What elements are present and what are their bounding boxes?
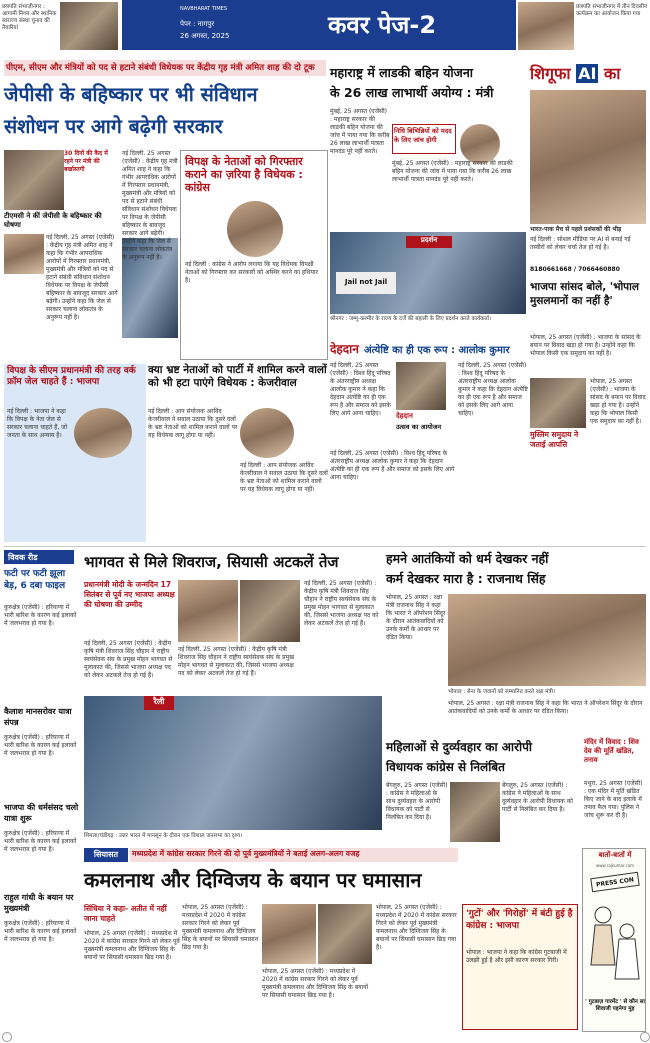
dehdan-photo <box>396 362 446 410</box>
rally-label: रैली <box>144 696 174 710</box>
shivraj-photo <box>240 580 300 642</box>
page-label: कवर पेज-2 <box>327 11 437 39</box>
temple-body: मथुरा, 25 अगस्त (एजेंसी) : एक मंदिर में मूर्ति खंडित किए जाने के बाद इलाके में तनाव फैल गया। पुलिस ने जांच शुरू कर दी है। <box>584 780 643 819</box>
lead-body-2: नई दिल्ली, 25 अगस्त (एजेंसी) : केंद्रीय गृह मंत्री अमित शाह ने कहा कि गंभीर आपराधिक आरोपों में गिरफ्तार प्रधानमंत्री, मुख्यमंत्री और मंत्रियों को पद से हटाने संबंधी संविधान संशोधन विधेयक पर विपक्ष के जेपीसी बहिष्कार के बावजूद सरकार आगे बढ़ेगी। उन्होंने कहा कि जेल से सरकार चलाना लोकतंत्र के अनुरूप नहीं है। <box>122 150 178 261</box>
bhagwat-body: नई दिल्ली, 25 अगस्त (एजेंसी) : केंद्रीय कृषि मंत्री शिवराज सिंह चौहान ने राष्ट्रीय स्वयंसेवक संघ के प्रमुख मोहन भागवत से मुलाकात की, जिससे भाजपा अध्यक्ष पद को लेकर अटकलें तेज हो गई हैं। <box>84 640 173 679</box>
rajnath-body: भोपाल, 25 अगस्त : रक्षा मंत्री राजनाथ सिंह ने कहा कि भारत ने ऑपरेशन सिंदूर के दौरान आतंकवादियों को उनके कर्मों के आधार पर दंडित किया। <box>386 594 446 641</box>
bhagwat-body-2: नई दिल्ली, 25 अगस्त (एजेंसी) : केंद्रीय कृषि मंत्री शिवराज सिंह चौहान ने राष्ट्रीय स्वयंसेवक संघ के प्रमुख मोहन भागवत से मुलाकात की, जिससे भाजपा अध्यक्ष पद को लेकर अटकलें तेज हो गई हैं। <box>178 646 295 677</box>
bjp-body: नई दिल्ली : भाजपा ने कहा कि विपक्ष के नेता जेल से सरकार चलाना चाहते हैं, जो जनता के साथ अन्याय है। <box>7 408 68 439</box>
cartoon-caption: ' गुटबाज़ गारमेंट ' से कौन सा शिवाजी पहनेगा मुंह <box>585 999 645 1012</box>
lead-headline-2: संशोधन पर आगे बढ़ेगी सरकार <box>4 115 223 138</box>
paper-name: NAVBHARAT TIMES <box>180 6 227 12</box>
bhagwat-photo <box>178 580 238 642</box>
vivek-label: विवक रीड <box>4 550 74 564</box>
cartoon-by: www.rajkumar.com <box>595 863 635 868</box>
kejriwal-photo <box>240 408 294 458</box>
ladki-headline-2: के 26 लाख लाभार्थी अयोग्य : मंत्री <box>330 85 494 100</box>
kejriwal-body-2: नई दिल्ली : आप संयोजक अरविंद केजरीवाल ने सवाल उठाया कि दूसरे दलों के भ्रष्ट नेताओं को शामिल कराने वालों पर यह विधेयक लागू होगा या नहीं। <box>240 462 328 493</box>
masthead <box>0 0 650 56</box>
rajnath-headline-1: हमने आतंकियों को धर्म देखकर नहीं <box>386 551 549 566</box>
city-date: पेपर : नागपुर <box>180 20 215 28</box>
ladki-protest-photo <box>330 232 526 314</box>
opposition-box <box>180 150 328 360</box>
bjp-headline: विपक्ष के सीएम प्रधानमंत्री की तरह वर्क फ्रॉम जेल चाहते हैं : भाजपा <box>7 366 136 387</box>
vivek-headline: फटी पर फटी झूला बेड़, 6 दबा फाइल <box>4 569 66 591</box>
opposition-body: नई दिल्ली : कांग्रेस ने आरोप लगाया कि यह विधेयक विपक्षी नेताओं को गिरफ्तार कर सरकारों को अस्थिर करने का हथियार है। <box>185 261 318 284</box>
kamalnath-sub: सिंधिया ने कहा- अतीत में नहीं जाना चाहते <box>84 904 167 923</box>
vivek-body-4: कुरुक्षेत्र (एजेंसी) : हरियाणा में भारी बारिश के कारण कई इलाकों में जलभराव हो गया है। <box>4 920 77 943</box>
vivek-body-2: कुरुक्षेत्र (एजेंसी) : हरियाणा में भारी बारिश के कारण कई इलाकों में जलभराव हो गया है। <box>4 734 77 757</box>
cartoon-title: बातों-बातों में <box>598 851 632 859</box>
lead-headline-1: जेपीसी के बहिष्कार पर भी संविधान <box>4 83 258 106</box>
bjp-box <box>4 364 146 542</box>
vivek-body: कुरुक्षेत्र (एजेंसी) : हरियाणा में भारी बारिश के कारण कई इलाकों में जलभराव हो गया है। <box>4 604 77 627</box>
kejriwal-body: नई दिल्ली : आप संयोजक अरविंद केजरीवाल ने सवाल उठाया कि दूसरे दलों के भ्रष्ट नेताओं को शामिल कराने वालों पर यह विधेयक लागू होगा या नहीं। <box>148 408 238 439</box>
bhagwat-body-3: नई दिल्ली, 25 अगस्त (एजेंसी) : केंद्रीय कृषि मंत्री शिवराज सिंह चौहान ने राष्ट्रीय स्वयंसेवक संघ के प्रमुख मोहन भागवत से मुलाकात की, जिससे भाजपा अध्यक्ष पद को लेकर अटकलें तेज हो गई हैं। <box>304 580 379 627</box>
section-divider <box>4 546 646 547</box>
ladki-photo-caption: श्रीनगर : जम्मू-कश्मीर के राज्य के दर्जे की बहाली के लिए प्रदर्शन करते कार्यकर्ता। <box>330 316 492 322</box>
lead-photo-caption: 30 दिनों की कैद में रहने पर मंत्री की बर्खास्तगी <box>64 150 108 173</box>
bhopal-sub: मुस्लिम समुदाय ने जताई आपत्ति <box>530 430 579 449</box>
rajnath-body-2: भोपाल, 25 अगस्त : रक्षा मंत्री राजनाथ सिंह ने कहा कि भारत ने ऑपरेशन सिंदूर के दौरान आतंकवादियों को उनके कर्मों के आधार पर दंडित किया। <box>448 700 643 715</box>
vivek-body-3: कुरुक्षेत्र (एजेंसी) : हरियाणा में भारी बारिश के कारण कई इलाकों में जलभराव हो गया है। <box>4 830 77 853</box>
masthead-left-snippet: छत्रपति संभाजीनगर : आगामी निगम और स्थानिक स्वराज्य संस्था चुनाव की तैयारियां <box>2 4 57 31</box>
strip-headline: पीएम, सीएम और मंत्रियों को पद से हटाने संबंधी विधेयक पर केंद्रीय गृह मंत्री अमित शाह की दो टूक <box>4 60 326 76</box>
ladki-quote: निधि बिभिन्नियों को मदद के लिए जांच होगी <box>392 124 456 154</box>
vivek-sub-1: कैलाश मानसरोवर यात्रा संपन्न <box>4 707 72 727</box>
protest-banner: प्रदर्शन <box>406 236 452 248</box>
suspend-headline-2: विधायक कांग्रेस से निलंबित <box>386 760 505 774</box>
bhagwat-headline: भागवत से मिले शिवराज, सियासी अटकलें तेज <box>84 553 339 571</box>
siyasat-label: सियासत <box>84 848 128 862</box>
bjp-congress-headline: 'गुटों' और 'गिरोहों' में बंटी हुई है कांग्रेस : भाजपा <box>466 909 573 931</box>
masthead-right-photo <box>518 2 574 50</box>
bhopal-body: भोपाल, 25 अगस्त (एजेंसी) : भाजपा के सांसद के बयान पर विवाद खड़ा हो गया है। उन्होंने कहा कि भोपाल किसी एक समुदाय का नहीं है। <box>530 334 641 357</box>
bhagwat-sub: प्रधानमंत्री मोदी के जन्मदिन 17 सितंबर से पूर्व नए भाजपा अध्यक्ष की घोषणा की उम्मीद <box>84 580 175 609</box>
temple-headline: मंदिर में विवाद : शिव देव की मूर्ति खंडित, तनाव <box>584 738 639 764</box>
opposition-headline: विपक्ष के नेताओं को गिरफ्तार कराने का ज़रिया है विधेयक : कांग्रेस <box>185 155 303 194</box>
shigufa-prefix: शिगूफा <box>530 64 571 83</box>
dehdan-body: नई दिल्ली, 25 अगस्त (एजेंसी) : विश्व हिंदू परिषद के अंतरराष्ट्रीय अध्यक्ष आलोक कुमार ने कहा कि देहदान अंत्येष्टि का ही एक रूप है और समाज को इसके लिए आगे आना चाहिए। <box>330 362 391 417</box>
lead-sub-caption: टीएमसी ने कीं जेपीसी के बहिष्कार की घोषणा <box>4 212 102 229</box>
shigufa-suffix: का <box>604 64 621 83</box>
bjp-photo <box>74 408 132 458</box>
kamalnath-body-4: भोपाल, 25 अगस्त (एजेंसी) : मध्यप्रदेश में 2020 में कांग्रेस सरकार गिरने को लेकर पूर्व मुख्यमंत्री कमलनाथ और दिग्विजय सिंह के बयानों पर सियासी घमासान छिड़ गया है। <box>376 904 457 951</box>
cartoon-sign: PRESS CON <box>590 872 639 893</box>
shigufa-photo-caption: भारत-पाक मैच से पहले प्रशंसकों की भीड़ <box>530 226 622 233</box>
suspend-body: बेंगलुरु, 25 अगस्त (एजेंसी) : कांग्रेस ने महिलाओं के साथ दुर्व्यवहार के आरोपी विधायक को पार्टी से निलंबित कर दिया है। <box>386 782 448 821</box>
ladki-body: मुंबई, 25 अगस्त (एजेंसी) : महाराष्ट्र सरकार की लाडकी बहिन योजना की जांच में पाया गया कि करीब 26 लाख लाभार्थी पात्रता मानदंड पूरे नहीं करते। <box>330 108 390 155</box>
rally-photo <box>84 696 382 830</box>
rajnath-photo-caption: भोपाल : सेना के जवानों को सम्मानित करते रक्षा मंत्री। <box>448 689 556 695</box>
kamalnath-body-3: भोपाल, 25 अगस्त (एजेंसी) : मध्यप्रदेश में 2020 में कांग्रेस सरकार गिरने को लेकर पूर्व मुख्यमंत्री कमलनाथ और दिग्विजय सिंह के बयानों पर सियासी घमासान छिड़ गया है। <box>262 968 369 999</box>
issue-date: 26 अगस्त, 2025 <box>180 32 230 40</box>
bhopal-headline: भाजपा सांसद बोले, 'भोपाल मुसलमानों का नहीं है' <box>530 281 639 307</box>
dehdan-label-1: देहदान <box>396 412 413 420</box>
kamalnath-body-2: भोपाल, 25 अगस्त (एजेंसी) : मध्यप्रदेश में 2020 में कांग्रेस सरकार गिरने को लेकर पूर्व मुख्यमंत्री कमलनाथ और दिग्विजय सिंह के बयानों पर सियासी घमासान छिड़ गया है। <box>182 904 259 951</box>
lead-photo <box>4 150 64 210</box>
ladki-photo <box>460 124 500 164</box>
ladki-body-2: मुंबई, 25 अगस्त (एजेंसी) : महाराष्ट्र सरकार की लाडकी बहिन योजना की जांच में पाया गया कि करीब 26 लाख लाभार्थी पात्रता मानदंड पूरे नहीं करते। <box>392 160 513 183</box>
kamalnath-body: भोपाल, 25 अगस्त (एजेंसी) : मध्यप्रदेश में 2020 में कांग्रेस सरकार गिरने को लेकर पूर्व मुख्यमंत्री कमलनाथ और दिग्विजय सिंह के बयानों पर सियासी घमासान छिड़ गया है। <box>84 930 180 961</box>
cartoon-panel <box>582 848 646 1032</box>
vivek-sub-3: राहुल गांधी के बयान पर मुख्यमंत्री <box>4 893 74 913</box>
masthead-center <box>122 0 516 50</box>
ladki-headline-1: महाराष्ट्र में लाडकी बहिन योजना <box>330 65 474 80</box>
bhopal-photo <box>530 378 586 428</box>
lead-body: नई दिल्ली, 25 अगस्त (एजेंसी) : केंद्रीय गृह मंत्री अमित शाह ने कहा कि गंभीर आपराधिक आरोपों में गिरफ्तार प्रधानमंत्री, मुख्यमंत्री और मंत्रियों को पद से हटाने संबंधी संविधान संशोधन विधेयक पर विपक्ष के जेपीसी बहिष्कार के बावजूद सरकार आगे बढ़ेगी। उन्होंने कहा कि जेल से सरकार चलाना लोकतंत्र के अनुरूप नहीं है। <box>46 234 118 321</box>
registration-mark-icon <box>640 1032 650 1042</box>
suspend-headline-1: महिलाओं से दुर्व्यवहार का आरोपी <box>386 740 533 754</box>
kejriwal-headline: क्या भ्रष्ट नेताओं को पार्टी में शामिल करने वालों को भी हटा पाएंगे विधेयक : केजरीवाल <box>148 364 327 389</box>
dehdan-headline-row <box>330 338 528 358</box>
opposition-photo <box>227 201 283 257</box>
shigufa-phone: 8180661668 / 7066460880 <box>530 266 620 273</box>
suspend-body-2: बेंगलुरु, 25 अगस्त (एजेंसी) : कांग्रेस ने महिलाओं के साथ दुर्व्यवहार के आरोपी विधायक को पार्टी से निलंबित कर दिया है। <box>502 782 573 813</box>
kamalnath-headline: कमलनाथ और दिग्विजय के बयान पर घमासान <box>84 868 422 892</box>
shigufa-photo <box>530 90 646 224</box>
rally-caption: शिमला/चंडीगढ़ : उत्तर भारत में मानसून के दौरान एक विशाल जनसभा का दृश्य। <box>84 833 243 839</box>
shigufa-title <box>530 62 646 88</box>
lead-photo-2 <box>4 234 44 274</box>
vivek-sub-2: भाजपा की धर्मसंसद चलो यात्रा शुरू <box>4 803 79 823</box>
bjp-congress-body: भोपाल : भाजपा ने कहा कि कांग्रेस गुटबाजी में उलझी हुई है और इसी कारण सरकार गिरी। <box>466 949 567 964</box>
suspend-photo <box>450 782 500 842</box>
kamalnath-photo <box>262 904 316 964</box>
cartoon-figures-icon <box>587 895 643 995</box>
digvijay-photo <box>318 904 372 964</box>
masthead-right-snippet: छत्रपति संभाजीनगर में तीन दिवसीय कार्यक्रम का आयोजन किया गया <box>576 4 648 17</box>
dehdan-body-3: नई दिल्ली, 25 अगस्त (एजेंसी) : विश्व हिंदू परिषद के अंतरराष्ट्रीय अध्यक्ष आलोक कुमार ने कहा कि देहदान अंत्येष्टि का ही एक रूप है और समाज को इसके लिए आगे आना चाहिए। <box>330 450 455 481</box>
masthead-left-photo <box>60 2 118 50</box>
dehdan-body-2: नई दिल्ली, 25 अगस्त (एजेंसी) : विश्व हिंदू परिषद के अंतरराष्ट्रीय अध्यक्ष आलोक कुमार ने कहा कि देहदान अंत्येष्टि का ही एक रूप है और समाज को इसके लिए आगे आना चाहिए। <box>458 362 528 417</box>
dehdan-label-2: उत्सव का आयोजन <box>396 423 442 431</box>
dehdan-headline: अंत्येष्टि का ही एक रूप : आलोक कुमार <box>363 345 510 356</box>
shigufa-body: नई दिल्ली : सोशल मीडिया पर AI से बनाई गई तस्वीरों को लेकर चर्चा तेज हो गई है। <box>530 236 631 251</box>
rajnath-headline-2: कर्म देखकर मारा है : राजनाथ सिंह <box>386 571 546 586</box>
bhopal-body-2: भोपाल, 25 अगस्त (एजेंसी) : भाजपा के सांसद के बयान पर विवाद खड़ा हो गया है। उन्होंने कहा कि भोपाल किसी एक समुदाय का नहीं है। <box>590 378 646 425</box>
dehdan-title: देहदान <box>330 342 359 356</box>
siyasat-strip: मध्यप्रदेश में कांग्रेस सरकार गिरने की दो पूर्व मुख्यमंत्रियों ने बताई अलग-अलग वजह <box>130 848 458 862</box>
shigufa-ai-badge: AI <box>578 64 597 83</box>
protest-placard: Jail not Jail <box>336 272 396 294</box>
bjp-congress-box <box>462 904 578 1030</box>
rajnath-photo <box>448 594 646 686</box>
registration-mark-icon <box>2 1032 12 1042</box>
